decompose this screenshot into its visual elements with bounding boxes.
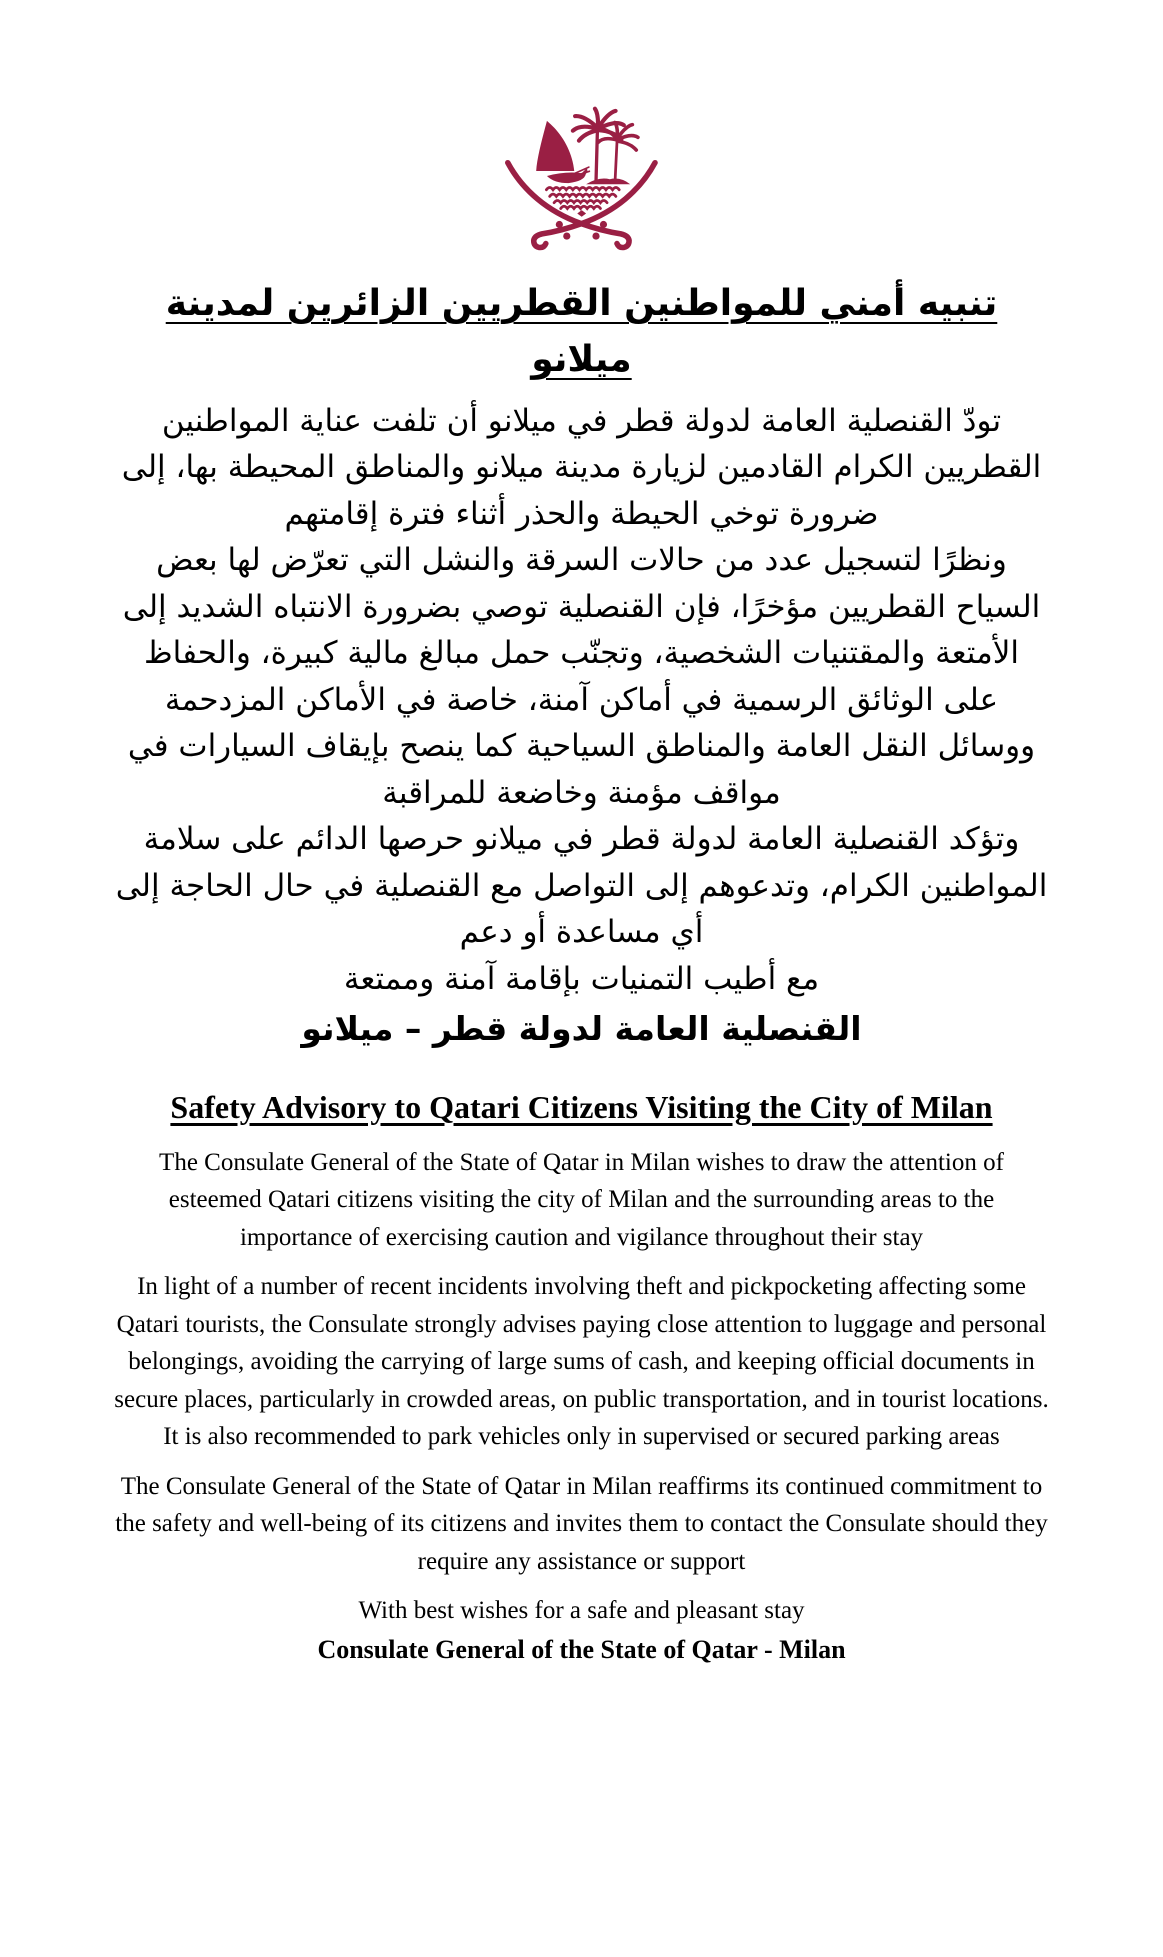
- arabic-body: [112, 398, 1051, 1003]
- qatar-emblem: [112, 80, 1051, 262]
- english-wishes: With best wishes for a safe and pleasant stay: [358, 1597, 805, 1625]
- arabic-paragraph: ونظرًا لتسجيل عدد من حالات السرقة والنشل التي تعرّض لها بعض السياح القطريين مؤخرًا، فإن القنصلية توصي بضرورة الانتباه الشديد إلى الأمتعة والمقتنيات الشخصية، وتجنّب حمل مبالغ مالية كبيرة، والحفاظ على الوثائق الرسمية في أماكن آمنة، خاصة في الأماكن المزدحمة ووسائل النقل العامة والمناطق السياحية كما ينصح بإيقاف السيارات في مواقف مؤمنة وخاضعة للمراقبة: [122, 542, 1041, 811]
- qatar-emblem-icon: [478, 80, 685, 262]
- arabic-signature: القنصلية العامة لدولة قطر – ميلانو: [301, 1009, 862, 1049]
- diamond: [577, 210, 586, 217]
- english-paragraph: The Consulate General of the State of Qatar in Milan reaffirms its continued commitment to the safety and well-being of its citizens and invites them to contact the Consulate should they require any assistance or support: [115, 1472, 1048, 1575]
- english-paragraph: The Consulate General of the State of Qatar in Milan wishes to draw the attention of esteemed Qatari citizens visiting the city of Milan and the surrounding areas to the importance of exercising caution and vigilance throughout their stay: [159, 1148, 1004, 1251]
- english-signature: Consulate General of the State of Qatar - Milan: [317, 1634, 846, 1664]
- english-section: [112, 1084, 1051, 1669]
- dhow-sail: [536, 121, 574, 171]
- arabic-paragraph: مع أطيب التمنيات بإقامة آمنة وممتعة: [343, 960, 820, 997]
- palm-trunk: [596, 131, 597, 181]
- english-paragraph: In light of a number of recent incidents involving theft and pickpocketing affecting some Qatari tourists, the Consulate strongly advises paying close attention to luggage and personal belongings, avoiding the carrying of large sums of cash, and keeping official documents in secure places, particularly in crowded areas, on public transportation, and in tourist locations. It is also recommended to park vehicles only in supervised or secured parking areas: [114, 1273, 1049, 1451]
- island: [586, 179, 630, 185]
- arabic-section: [112, 276, 1051, 1054]
- arabic-title: تنبيه أمني للمواطنين القطريين الزائرين لمدينة ميلانو: [165, 283, 998, 380]
- english-title: Safety Advisory to Qatari Citizens Visiting the City of Milan: [170, 1088, 993, 1125]
- arabic-paragraph: تودّ القنصلية العامة لدولة قطر في ميلانو أن تلفت عناية المواطنين القطريين الكرام القادمين لزيارة مدينة ميلانو والمناطق المحيطة بها، إلى ضرورة توخي الحيطة والحذر أثناء فترة إقامتهم: [121, 402, 1042, 532]
- arabic-paragraph: وتؤكد القنصلية العامة لدولة قطر في ميلانو حرصها الدائم على سلامة المواطنين الكرام، وتدعوهم إلى التواصل مع القنصلية في حال الحاجة إلى أي مساعدة أو دعم: [115, 821, 1048, 951]
- palm-trunk: [615, 142, 617, 181]
- waves: [546, 188, 619, 209]
